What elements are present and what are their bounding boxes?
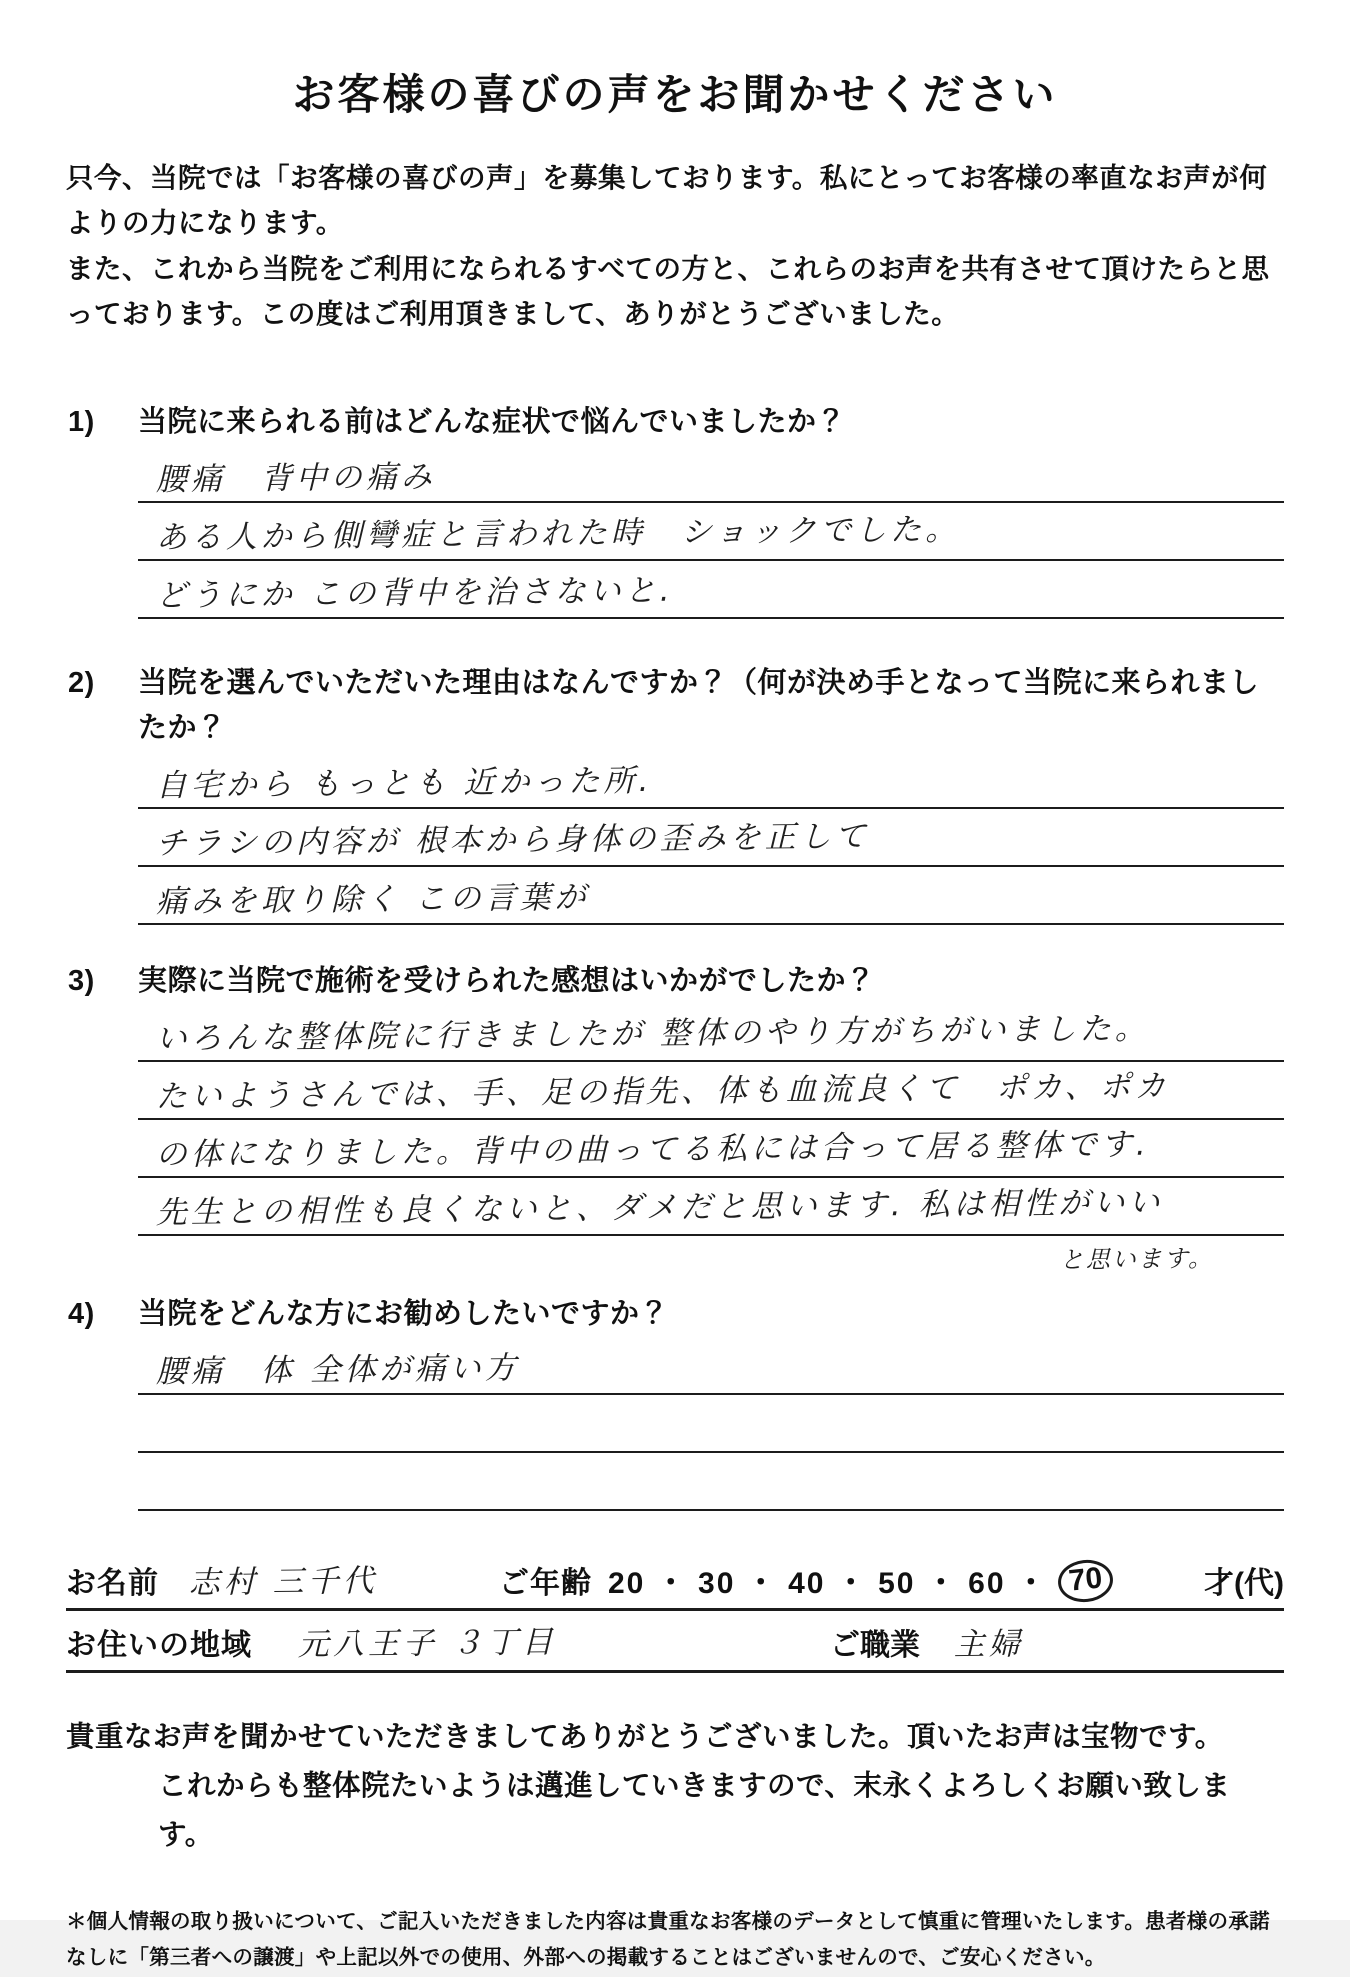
question-1-text: 当院に来られる前はどんな症状で悩んでいましたか？ <box>138 406 847 439</box>
intro-paragraph-1: 只今、当院では「お客様の喜びの声」を募集しております。私にとってお客様の率直なお声が何よりの力になります。 <box>66 162 1268 238</box>
question-block-3 <box>68 959 1284 1274</box>
handwritten-answer: 先生との相性も良くないと、ダメだと思います. 私は相性がいい <box>155 1184 1164 1231</box>
question-1-number: 1) <box>68 406 95 439</box>
handwritten-answer: 腰痛 体 全体が痛い方 <box>155 1350 520 1390</box>
intro-section <box>66 156 1284 336</box>
occupation-label: ご職業 <box>830 1628 920 1662</box>
answer-line <box>138 445 1284 503</box>
answer-line <box>138 503 1284 561</box>
handwritten-answer: の体になりました。背中の曲ってる私には合って居る整体です. <box>155 1126 1150 1173</box>
profile-row-region-occupation <box>66 1619 1284 1673</box>
handwritten-answer: どうにか この背中を治さないと. <box>155 572 674 615</box>
question-1-header <box>68 400 1284 445</box>
question-3-answers <box>138 1004 1284 1274</box>
profile-section <box>66 1557 1284 1673</box>
question-4-number: 4) <box>68 1297 95 1330</box>
question-4-header <box>68 1292 1284 1337</box>
handwritten-answer: と思います。 <box>1059 1244 1214 1274</box>
handwritten-answer: 腰痛 背中の痛み <box>155 459 436 499</box>
question-4-text: 当院をどんな方にお勧めしたいですか？ <box>138 1297 670 1330</box>
name-value: 志村 三千代 <box>188 1562 378 1601</box>
answer-line <box>138 809 1284 867</box>
age-unit: 才(代) <box>1204 1566 1284 1600</box>
question-3-text: 実際に当院で施術を受けられた感想はいかがでしたか？ <box>138 965 876 997</box>
question-2-number: 2) <box>68 667 95 700</box>
question-block-2 <box>68 661 1284 925</box>
question-3-number: 3) <box>68 965 95 997</box>
name-label: お名前 <box>66 1566 159 1600</box>
question-3-header <box>68 959 1284 1004</box>
closing-line-1: 貴重なお声を聞かせていただきましてありがとうございました。頂いたお声は宝物です。 <box>66 1720 1224 1753</box>
question-2-header <box>68 661 1284 751</box>
question-1-answers <box>138 445 1284 619</box>
answer-line <box>138 1120 1284 1178</box>
handwritten-answer: ある人から側彎症と言われた時 ショックでした。 <box>155 511 961 557</box>
question-block-1 <box>68 400 1284 619</box>
closing-section <box>66 1713 1284 1860</box>
question-2-text: 当院を選んでいただいた理由はなんですか？（何が決め手となって当院に来られましたか？ <box>138 667 1260 745</box>
age-options: 20 ・ 30 ・ 40 ・ 50 ・ 60 ・ <box>608 1566 1048 1600</box>
answer-line <box>138 867 1284 925</box>
closing-line-2: これからも整体院たいようは邁進していきますので、末永くよろしくお願い致します。 <box>158 1769 1231 1851</box>
question-block-4 <box>68 1292 1284 1511</box>
answer-line <box>138 1004 1284 1062</box>
age-label: ご年齢 <box>499 1566 592 1600</box>
profile-row-name-age <box>66 1557 1284 1611</box>
answer-line <box>138 1178 1284 1236</box>
handwritten-answer: いろんな整体院に行きましたが 整体のやり方がちがいました。 <box>155 1010 1150 1057</box>
handwritten-answer: たいようさんでは、手、足の指先、体も血流良くて ポカ、ポカ <box>155 1068 1170 1115</box>
answer-line <box>138 1337 1284 1395</box>
handwritten-answer: 痛みを取り除く この言葉が <box>155 879 590 921</box>
answer-line <box>138 1062 1284 1120</box>
question-4-answers <box>138 1337 1284 1511</box>
intro-paragraph-2: また、これから当院をご利用になられるすべての方と、これらのお声を共有させて頂けたらと思っております。この度はご利用頂きまして、ありがとうございました。 <box>66 253 1270 329</box>
age-selected-circle: 70 <box>1056 1557 1115 1605</box>
form-title: お客様の喜びの声をお聞かせください <box>292 71 1058 118</box>
occupation-value: 主婦 <box>953 1626 1024 1663</box>
answer-line <box>138 561 1284 619</box>
answer-line <box>138 751 1284 809</box>
handwritten-answer: チラシの内容が 根本から身体の歪みを正して <box>155 818 870 863</box>
answer-line-empty <box>138 1395 1284 1453</box>
region-value: 元八王子 ３丁目 <box>297 1624 557 1663</box>
answer-line-empty <box>138 1453 1284 1511</box>
answer-continuation <box>138 1240 1284 1274</box>
privacy-note: ＊個人情報の取り扱いについて、ご記入いただきました内容は貴重なお客様のデータとして慎重に管理いたします。患者様の承諾なしに「第三者への譲渡」や上記以外での使用、外部への掲載することはございませんので、ご安心ください。 <box>66 1909 1270 1970</box>
question-2-answers <box>138 751 1284 925</box>
region-label: お住いの地域 <box>66 1628 252 1662</box>
handwritten-answer: 自宅から もっとも 近かった所. <box>155 762 653 805</box>
